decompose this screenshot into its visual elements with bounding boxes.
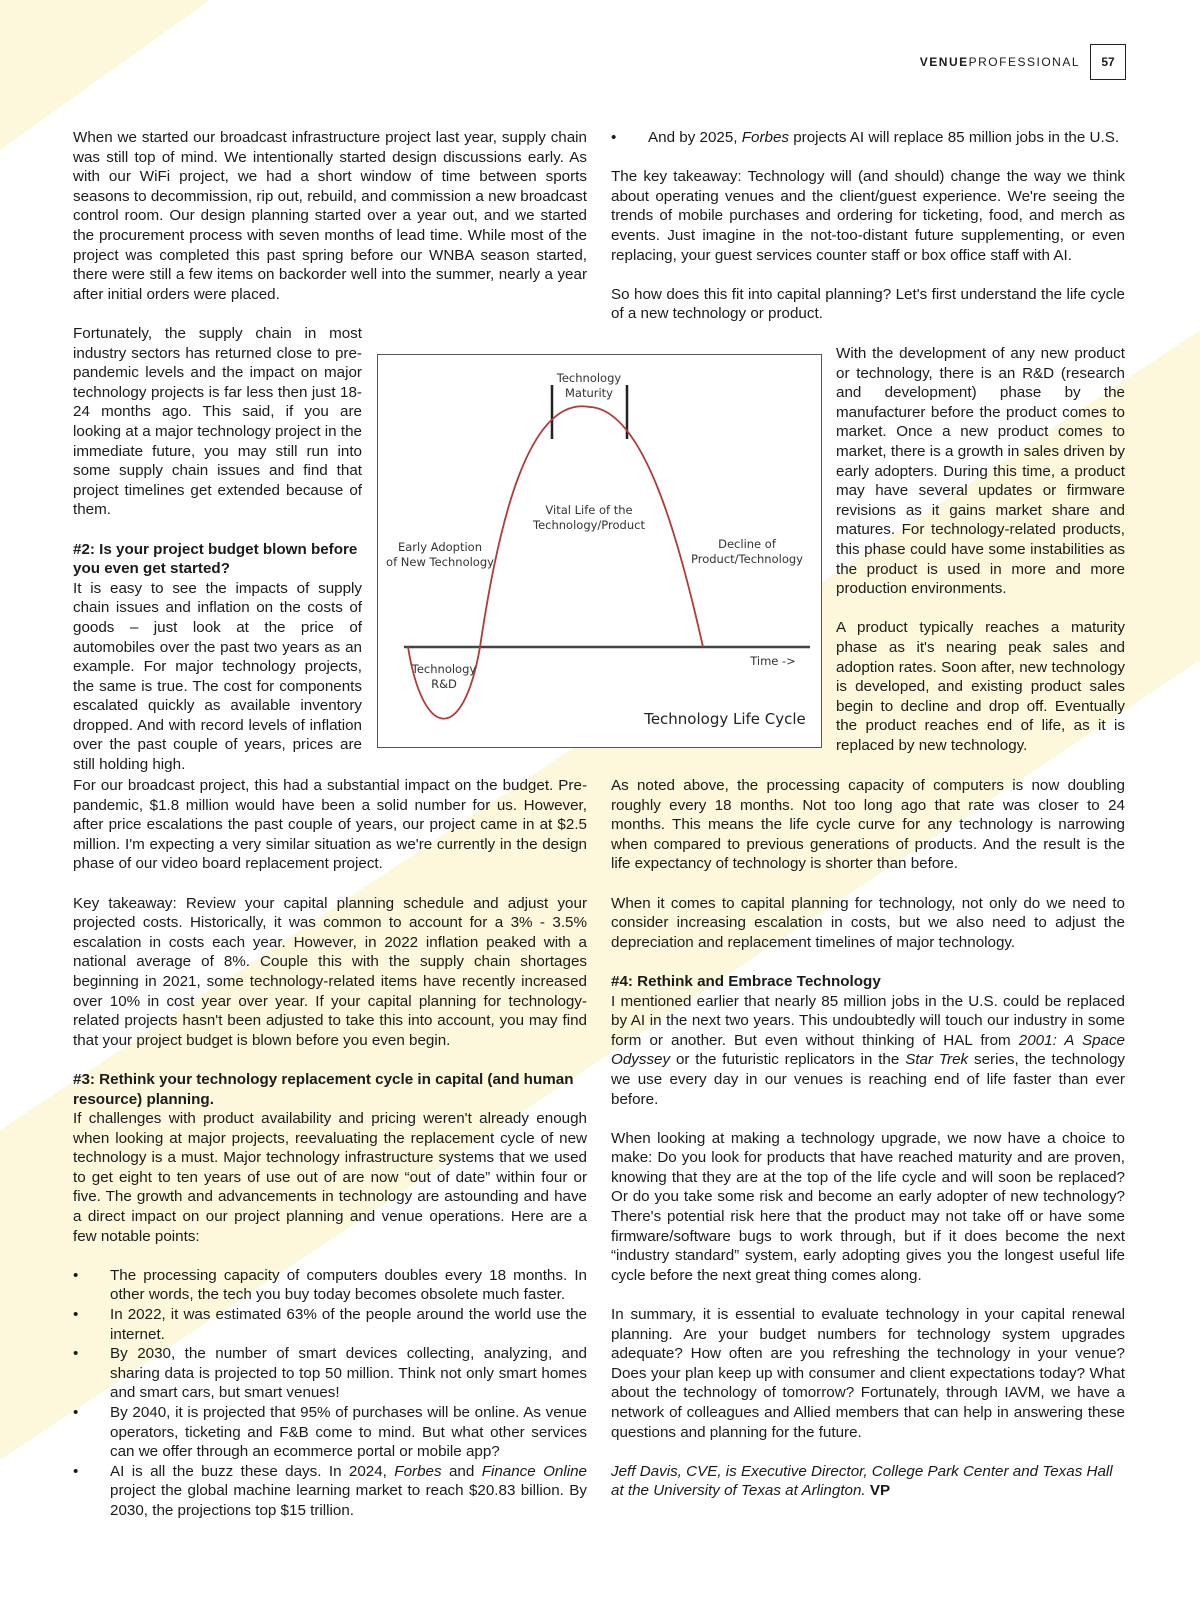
left-column-bottom xyxy=(73,776,587,1521)
paragraph: It is easy to see the impacts of supply chain issues and inflation on the costs of goods – just look at the price of automobiles over the past two years as an example. For major technology projects, the same is true. The cost for components escalated quickly as available inventory dropped. And with record levels of inflation over the past couple of years, prices are still holding high. xyxy=(73,579,362,774)
right-column-bottom xyxy=(611,776,1125,1521)
paragraph: A product typically reaches a maturity phase as it's nearing peak sales and adoption rates. Soon after, new technology is developed, and existing product sales begin to decline and drop off. Eventually the product reaches end of life, as it is replaced by new technology. xyxy=(836,619,1125,754)
text-run: project the global machine learning market to reach $20.83 billion. By 2030, the projections top $15 trillion. xyxy=(110,1482,587,1519)
list-item: • The processing capacity of computers doubles every 18 months. In other words, the tech you buy today becomes obsolete much faster. xyxy=(73,1266,587,1305)
text-run-italic: 2001: A Space Odyssey xyxy=(611,1031,1126,1069)
magazine-brand xyxy=(920,55,1080,69)
paragraph: When looking at making a technology upgrade, we now have a choice to make: Do you look for products that have reached maturity and are proven, knowing that they are at the top of the life cycle and will soon be replaced? Or do you take some risk and become an early adopter of new technology? There's potential risk here that the product may not take off or have some firmware/software bugs to work through, but if it does become the next “industry standard” system, early adopting gives you the longest useful life cycle before the next great thing comes along. xyxy=(611,1129,1125,1284)
list-item xyxy=(611,128,1125,148)
paragraph: With the development of any new product or technology, there is an R&D (research and development) phase by the manufacturer before the product comes to market. Once a new product comes to market, there is a growth in sales driven by early adopters. During this time, a product may have several updates or firmware revisions as it gains market share and matures. For technology-related products, this phase could have some instabilities as the product is used in more and more production environments. xyxy=(836,345,1125,598)
rd-label-line2: R&D xyxy=(431,677,457,691)
bullet-list xyxy=(611,128,1125,148)
right-column-top xyxy=(611,128,1125,344)
text-run: and xyxy=(441,1462,482,1480)
section-heading-3: #3: Rethink your technology replacement cycle in capital (and human resource) planning. xyxy=(73,1070,574,1108)
section-heading-4: #4: Rethink and Embrace Technology xyxy=(611,972,881,990)
life-cycle-svg xyxy=(378,355,821,747)
paragraph: When it comes to capital planning for technology, not only do we need to consider increasing escalation in costs, but we also need to adjust the depreciation and replacement timelines of major technology. xyxy=(611,894,1125,951)
brand-bold: VENUE xyxy=(919,54,969,69)
technology-life-cycle-diagram xyxy=(377,354,822,748)
page-header xyxy=(920,44,1126,79)
list-item: • In 2022, it was estimated 63% of the people around the world use the internet. xyxy=(73,1305,587,1344)
decline-label-line1: Decline of xyxy=(718,537,776,551)
list-item: • By 2040, it is projected that 95% of purchases will be online. As venue operators, ticketing and F&B come to mind. But what other services can we offer through an ecommerce portal or mobile app? xyxy=(73,1403,587,1462)
vital-life-label-line1: Vital Life of the xyxy=(545,503,633,517)
text-run: projects AI will replace 85 million jobs in the U.S. xyxy=(789,129,1120,146)
list-item xyxy=(73,1462,587,1521)
text-run: AI is all the buzz these days. In 2024, xyxy=(110,1462,395,1480)
paragraph: So how does this fit into capital planning? Let's first understand the life cycle of a new technology or product. xyxy=(611,285,1125,323)
maturity-label-line2: Maturity xyxy=(564,386,614,400)
paragraph: For our broadcast project, this had a substantial impact on the budget. Pre-pandemic, $1.8 million would have been a solid number for us. However, after price escalations the past couple of years, our project came in at $2.5 million. I'm expecting a very similar situation as we're currently in the design phase of our video board replacement project. xyxy=(73,777,587,873)
paragraph: When we started our broadcast infrastructure project last year, supply chain was still top of mind. We intentionally started design discussions early. As with our WiFi project, we had a short window of time between sports seasons to decommission, rip out, rebuild, and commission a new broadcast control room. Our design planning started over a year out, and we started the procurement process with seven months of lead time. While most of the project was completed this past spring before our WNBA season started, there were still a few items on backorder well into the summer, nearly a year after initial orders were placed. xyxy=(73,129,587,303)
text-run-italic: Finance Online xyxy=(481,1462,588,1480)
brand-rest: PROFESSIONAL xyxy=(968,54,1080,69)
list-item: • By 2030, the number of smart devices collecting, analyzing, and sharing data is projected to top 50 million. Think not only smart homes and smart cars, but smart venues! xyxy=(73,1344,587,1403)
time-axis-label: Time -> xyxy=(750,654,796,668)
paragraph xyxy=(611,992,1125,1110)
left-column-top xyxy=(73,128,587,324)
paragraph: If challenges with product availability and pricing weren't already enough when looking at major projects, reevaluating the replacement cycle of new technology is a must. Major technology infrastructure systems that we used to get eight to ten years of use out of are now “out of date” within four or five. The growth and advancements in technology are astounding and have a direct impact on our project planning and venue operations. Here are a few notable points: xyxy=(73,1110,587,1245)
rd-label-line1: Technology xyxy=(411,662,477,676)
section-heading-2: #2: Is your project budget blown before you even get started? xyxy=(73,540,358,578)
end-mark: VP xyxy=(869,1482,891,1500)
byline-text: Jeff Davis, CVE, is Executive Director, College Park Center and Texas Hall at the University of Texas at Arlington. xyxy=(611,1462,1113,1500)
text-run: And by 2025, xyxy=(648,129,742,146)
text-run: or the futuristic replicators in the xyxy=(670,1051,906,1069)
author-byline xyxy=(611,1462,1125,1501)
paragraph: In summary, it is essential to evaluate technology in your capital renewal planning. Are your budget numbers for technology system upgrades adequate? How often are you refreshing the technology in your venue? Does your plan keep up with consumer and client expectations today? What about the technology of tomorrow? Fortunately, through IAVM, we have a network of colleagues and Allied members that can help in answering these questions and planning for the future. xyxy=(611,1306,1125,1441)
text-run-italic: Star Trek xyxy=(905,1051,969,1069)
vital-life-label-line2: Technology/Product xyxy=(533,518,645,532)
early-adoption-label-line2: of New Technology xyxy=(386,555,494,569)
text-run-italic: Forbes xyxy=(741,129,790,146)
paragraph: Fortunately, the supply chain in most industry sectors has returned close to pre-pandemic levels and the impact on major technology projects is far less then just 18-24 months ago. This said, if you are looking at a major technology project in the immediate future, you may still run into some supply chain issues and find that project timelines get extended because of them. xyxy=(73,325,362,519)
bullet-list xyxy=(73,1266,587,1521)
diagram-title: Technology Life Cycle xyxy=(644,710,806,728)
right-column-narrow xyxy=(836,344,1125,775)
maturity-label-line1: Technology xyxy=(556,371,622,385)
decline-label-line2: Product/Technology xyxy=(691,552,803,566)
text-run-italic: Forbes xyxy=(394,1462,442,1480)
page-number: 57 xyxy=(1090,44,1126,80)
text-run: series, the technology we use every day in our venues is reaching end of life faster than ever before. xyxy=(611,1051,1125,1108)
early-adoption-label-line1: Early Adoption xyxy=(397,540,483,554)
paragraph: As noted above, the processing capacity of computers is now doubling roughly every 18 months. Not too long ago that rate was closer to 24 months. This means the life cycle curve for any technology is narrowing when compared to previous generations of products. And the result is the life expectancy of technology is shorter than before. xyxy=(611,777,1125,873)
paragraph: Key takeaway: Review your capital planning schedule and adjust your projected costs. Historically, it was common to account for a 3% - 3.5% escalation in costs each year. However, in 2022 inflation peaked with a national average of 8%. Couple this with the supply chain shortages beginning in 2021, some technology-related items have recently increased over 10% in cost year over year. If your capital planning for technology-related projects hasn't been adjusted to take this into account, you may find that your project budget is blown before you even begin. xyxy=(73,894,587,1049)
left-column-narrow xyxy=(73,324,362,794)
text-run: I mentioned earlier that nearly 85 million jobs in the U.S. could be replaced by AI in the next two years. This undoubtedly will touch our industry in some form or another. But even without thinking of HAL from xyxy=(611,992,1125,1049)
paragraph: The key takeaway: Technology will (and should) change the way we think about operating venues and the client/guest experience. We're seeing the trends of mobile purchases and ordering for ticketing, food, and merch as events. Just imagine in the not-too-distant future supplementing, or even replacing, your guest services counter staff or box office staff with AI. xyxy=(611,168,1125,264)
